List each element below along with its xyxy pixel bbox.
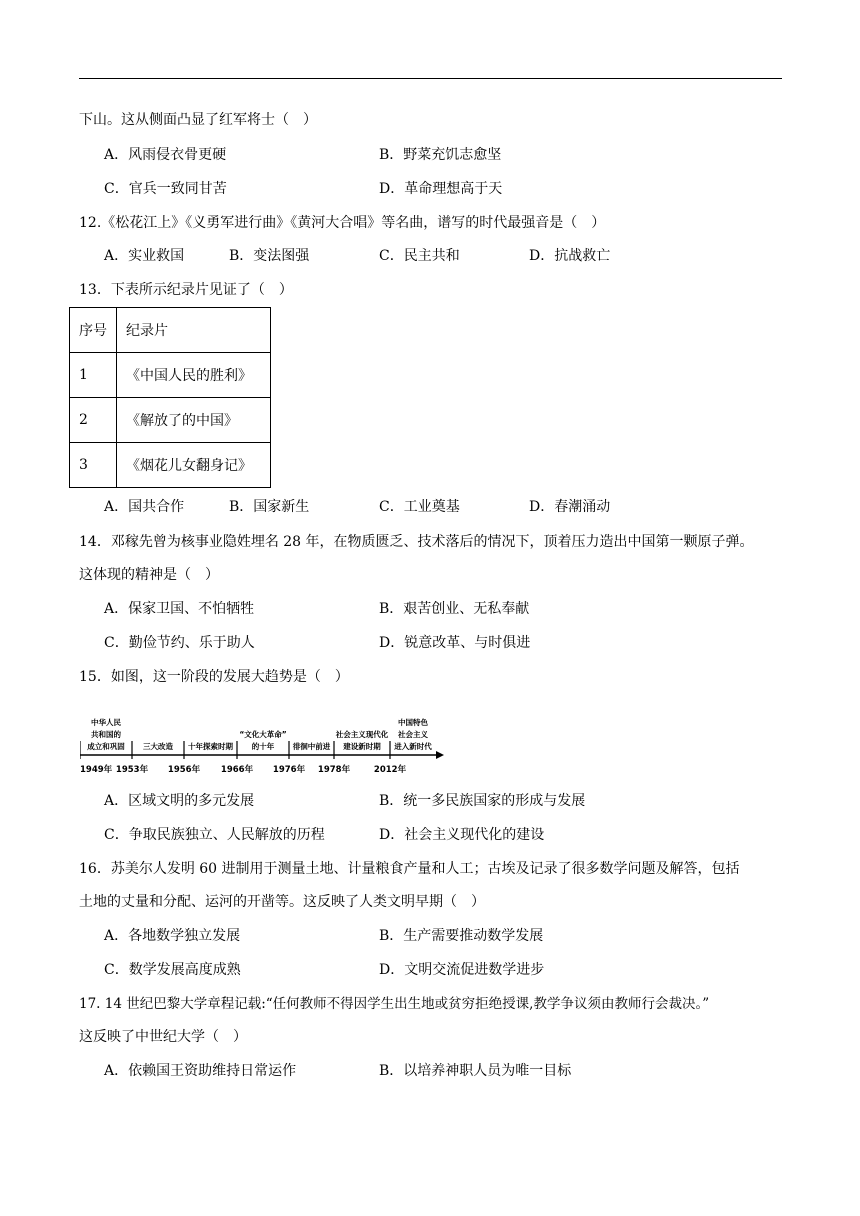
q11-option-b: B．野菜充饥志愈坚 xyxy=(379,147,502,163)
timeline-segment-label: 共和国的 xyxy=(91,730,121,739)
table-row xyxy=(70,353,271,398)
q16-option-a: A．各地数学独立发展 xyxy=(104,928,241,944)
timeline-segment-label: 中华人民 xyxy=(91,718,121,727)
table-cell: 《解放了的中国》 xyxy=(117,398,271,443)
q12-stem: 12.《松花江上》《义勇军进行曲》《黄河大合唱》等名曲，谱写的时代最强音是（ ） xyxy=(79,215,606,231)
timeline-segment-label: 三大改造 xyxy=(143,742,173,751)
header-rule xyxy=(79,78,782,79)
timeline-year-label: 2012年 xyxy=(373,765,407,775)
table-cell: 1 xyxy=(70,353,117,398)
q11-option-c: C．官兵一致同甘苦 xyxy=(104,181,227,197)
table-header-cell: 纪录片 xyxy=(117,308,271,353)
q17-option-a: A．依赖国王资助维持日常运作 xyxy=(104,1063,297,1079)
table-row xyxy=(70,398,271,443)
q14-option-d: D．锐意改革、与时俱进 xyxy=(379,635,531,651)
table-cell: 2 xyxy=(70,398,117,443)
timeline-segment-label: 十年探索时期 xyxy=(188,742,233,751)
q17-stem-line2: 这反映了中世纪大学（ ） xyxy=(79,1029,247,1045)
timeline-year-label: 1956年 xyxy=(167,765,201,775)
q12-option-b: B．变法图强 xyxy=(229,248,310,264)
timeline-arrow-icon xyxy=(436,751,444,759)
table-row xyxy=(70,443,271,488)
q14-option-c: C．勤俭节约、乐于助人 xyxy=(104,635,255,651)
q16-option-b: B．生产需要推动数学发展 xyxy=(379,928,544,944)
q14-option-b: B．艰苦创业、无私奉献 xyxy=(379,601,530,617)
q13-option-d: D．春潮涌动 xyxy=(529,499,611,515)
q15-option-b: B．统一多民族国家的形成与发展 xyxy=(379,793,586,809)
timeline-year-label: 1978年 xyxy=(317,765,351,775)
q14-stem-line2: 这体现的精神是（ ） xyxy=(79,567,219,583)
q14-stem-line1: 14．邓稼先曾为核事业隐姓埋名 28 年，在物质匮乏、技术落后的情况下，顶着压力造出中国第一颗原子弹。 xyxy=(79,534,754,550)
timeline-segment-label: 建设新时期 xyxy=(343,742,381,751)
timeline-segment-label: 成立和巩固 xyxy=(87,742,125,751)
table-header-cell: 序号 xyxy=(70,308,117,353)
timeline-segment-label: 的十年 xyxy=(251,742,275,751)
q11-option-d: D．革命理想高于天 xyxy=(379,181,503,197)
q17-option-b: B．以培养神职人员为唯一目标 xyxy=(379,1063,572,1079)
timeline-segment-label: 中国特色 xyxy=(398,718,428,727)
q15-option-d: D．社会主义现代化的建设 xyxy=(379,827,545,843)
timeline-segment-label: “文化大革命” xyxy=(239,730,287,739)
timeline-year-label: 1949年 xyxy=(80,765,113,775)
timeline-year-label: 1966年 xyxy=(220,765,254,775)
q12-option-a: A．实业救国 xyxy=(104,248,185,264)
timeline-year-label: 1976年 xyxy=(272,765,306,775)
table-cell: 《中国人民的胜利》 xyxy=(117,353,271,398)
q13-option-c: C．工业奠基 xyxy=(379,499,460,515)
q13-option-a: A．国共合作 xyxy=(104,499,185,515)
q16-stem-line2: 土地的丈量和分配、运河的开凿等。这反映了人类文明早期（ ） xyxy=(79,894,485,910)
q11-stem-continuation: 下山。这从侧面凸显了红军将士（ ） xyxy=(79,112,317,128)
q15-option-a: A．区域文明的多元发展 xyxy=(104,793,255,809)
q17-stem-line1: 17. 14 世纪巴黎大学章程记载:“任何教师不得因学生出生地或贫穷拒绝授课,教学争议须由教师行会裁决。” xyxy=(79,996,710,1012)
q11-option-a: A．风雨侵衣骨更硬 xyxy=(104,147,227,163)
timeline-segment-label: 进入新时代 xyxy=(394,742,432,751)
timeline-segment-label: 徘徊中前进 xyxy=(292,742,331,751)
timeline-year-label: 1953年 xyxy=(115,765,149,775)
q13-stem: 13．下表所示纪录片见证了（ ） xyxy=(79,282,293,298)
q14-option-a: A．保家卫国、不怕牺牲 xyxy=(104,601,255,617)
q13-option-b: B．国家新生 xyxy=(229,499,310,515)
q16-option-d: D．文明交流促进数学进步 xyxy=(379,962,545,978)
timeline-segment-label: 社会主义 xyxy=(398,730,428,739)
q16-stem-line1: 16．苏美尔人发明 60 进制用于测量土地、计量粮食产量和人工；古埃及记录了很多数学问题及解答，包括 xyxy=(79,861,740,877)
documentary-table xyxy=(69,307,271,488)
q12-option-d: D．抗战救亡 xyxy=(529,248,611,264)
table-cell: 《烟花儿女翻身记》 xyxy=(117,443,271,488)
history-timeline-figure xyxy=(80,694,445,780)
q15-option-c: C．争取民族独立、人民解放的历程 xyxy=(104,827,325,843)
q16-option-c: C．数学发展高度成熟 xyxy=(104,962,241,978)
q12-option-c: C．民主共和 xyxy=(379,248,460,264)
timeline-segment-label: 社会主义现代化 xyxy=(335,730,389,739)
table-header-row xyxy=(70,308,271,353)
q15-stem: 15．如图，这一阶段的发展大趋势是（ ） xyxy=(79,669,349,685)
table-cell: 3 xyxy=(70,443,117,488)
